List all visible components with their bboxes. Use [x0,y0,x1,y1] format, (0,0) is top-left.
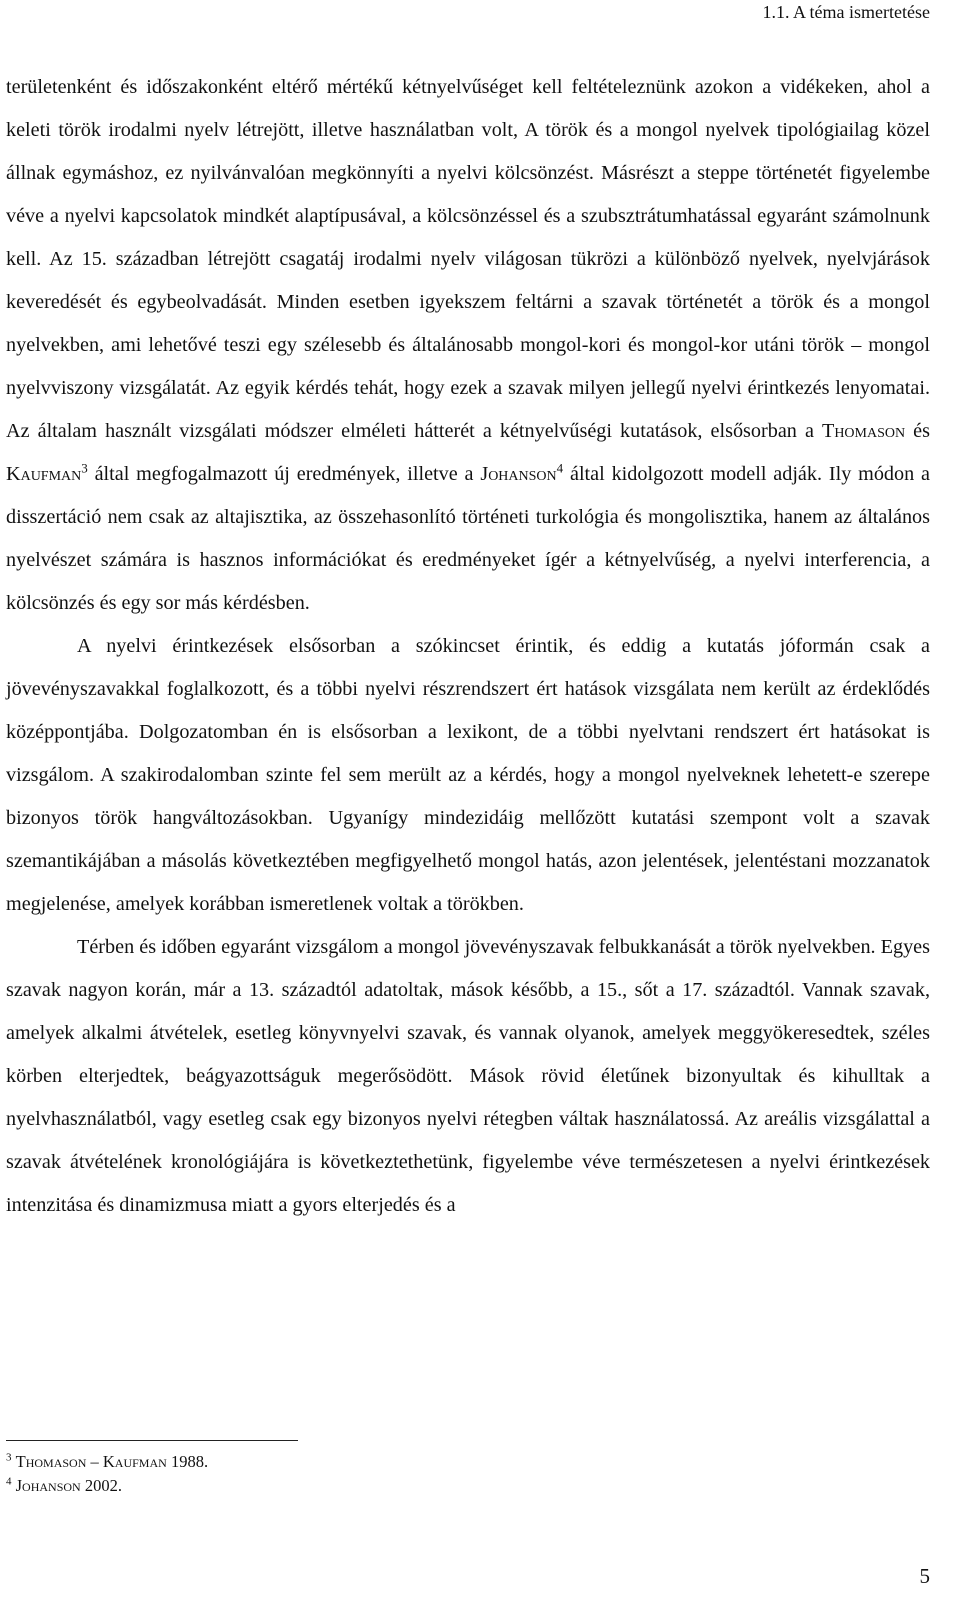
footnote-separator [6,1440,298,1441]
footnotes [6,1450,208,1498]
footnote-dash: – [86,1452,103,1471]
author-johanson: Johanson [480,463,557,485]
paragraph-1-part-a: területenként és időszakonként eltérő mértékű kétnyelvűséget kell feltételeznünk azokon a vidékeken, ahol a keleti török irodalmi nyelv létrejött, illetve használatban volt, A török és a mongol nyelvek tipológiailag közel állnak egymáshoz, ez nyilvánvalóan megkönnyíti a nyelvi kölcsönzést. Másrészt a steppe történetét figyelembe véve a nyelvi kapcsolatok mindkét alaptípusával, a kölcsönzéssel és a szubsztrátumhatással egyaránt számolnunk kell. Az 15. században létrejött csagatáj irodalmi nyelv világosan tükrözi a különböző nyelvek, nyelvjárások keveredését és egybeolvadását. Minden esetben igyekszem feltárni a szavak történetét a török és a mongol nyelvekben, ami lehetővé teszi egy szélesebb és általánosabb mongol-kori és mongol-kor utáni török – mongol nyelvviszony vizsgálatát. Az egyik kérdés tehát, hogy ezek a szavak milyen jellegű nyelvi érintkezés lenyomatai. Az általam használt vizsgálati módszer elméleti hátterét a kétnyelvűségi kutatások, elsősorban a [6,76,930,442]
paragraph-1 [6,66,930,625]
page-number: 5 [919,1564,930,1588]
author-thomason: Thomason [821,420,906,442]
footnote-year: 1988. [166,1452,209,1471]
footnote-ref-3[interactable]: 3 [81,460,88,476]
paragraph-3: Térben és időben egyaránt vizsgálom a mongol jövevényszavak felbukkanását a török nyelvekben. Egyes szavak nagyon korán, már a 13. századtól adatoltak, mások később, a 15., sőt a 17. századtól. Vannak szavak, amelyek alkalmi átvételek, esetleg könyvnyelvi szavak, és vannak olyanok, amelyek meggyökeresedtek, széles körben elterjedtek, beágyazottságuk megerősödött. Mások rövid életűnek bizonyultak és kihulltak a nyelvhasználatból, vagy esetleg csak egy bizonyos nyelvi rétegben váltak használatossá. Az areális vizsgálattal a szavak átvételének kronológiájára is következtethetünk, figyelembe véve természetesen a nyelvi érintkezések intenzitása és dinamizmusa miatt a gyors elterjedés és a [6,936,930,1216]
footnote-author: Thomason [15,1452,87,1471]
footnote-number: 3 [6,1451,12,1464]
paragraph-1-part-b: által megfogalmazott új eredmények, illetve a [87,463,481,485]
body-text [6,66,930,1227]
paragraph-1-part-c: által kidolgozott modell adják. Ily módon a disszertáció nem csak az altajisztika, az összehasonlító történeti turkológia és mongolisztika, hanem az általános nyelvészet számára is hasznos információkat és eredményeket ígér a kétnyelvűség, a nyelvi interferencia, a kölcsönzés és egy sor más kérdésben. [6,463,931,614]
footnote-author: Kaufman [102,1452,167,1471]
footnote-3 [6,1450,208,1474]
paragraph-2: A nyelvi érintkezések elsősorban a szókincset érintik, és eddig a kutatás jóformán csak a jövevényszavakkal foglalkozott, és a többi nyelvi részrendszert ért hatások vizsgálata nem került az érdeklődés középpontjába. Dolgozatomban én is elsősorban a lexikont, de a többi nyelvtani rendszert ért hatásokat is vizsgálom. A szakirodalomban szinte fel sem merült az a kérdés, hogy a mongol nyelveknek lehetett-e szerepe bizonyos török hangváltozásokban. Ugyanígy mindezidáig mellőzött kutatási szempont volt a szavak szemantikájában a másolás következtében megfigyelhető mongol hatás, azon jelentések, jelentéstani mozzanatok megjelenése, amelyek korábban ismeretlenek voltak a törökben. [6,635,930,915]
running-header: 1.1. A téma ismertetése [762,2,930,22]
footnote-number: 4 [6,1475,12,1488]
footnote-year: 2002. [80,1476,122,1495]
conjunction: és [905,420,930,442]
footnote-4 [6,1474,208,1498]
author-kaufman: Kaufman [6,463,82,485]
footnote-author: Johanson [15,1476,81,1495]
footnote-ref-4[interactable]: 4 [556,460,564,476]
